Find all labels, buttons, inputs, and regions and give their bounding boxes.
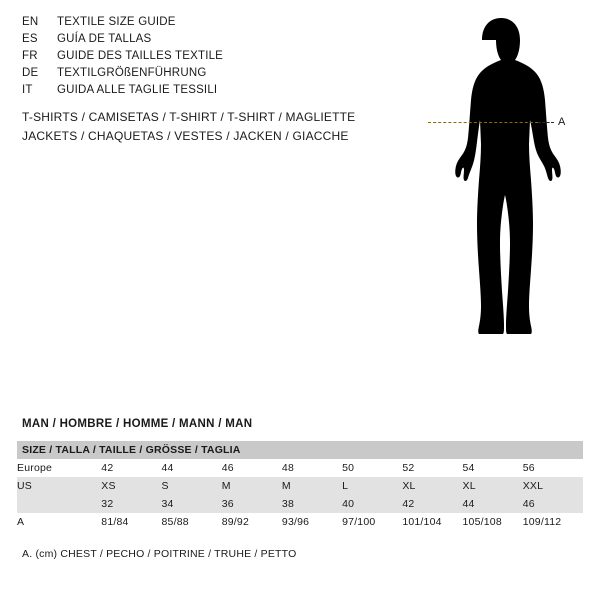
row-label: Europe (17, 459, 101, 477)
cell-value: 101/104 (402, 513, 462, 531)
cell-value: XXL (523, 477, 583, 495)
language-code: DE (22, 67, 39, 79)
measure-label-a: A (558, 116, 566, 128)
cell-value: XS (101, 477, 161, 495)
cell-value: 34 (162, 495, 222, 513)
language-list (22, 16, 362, 101)
cell-value: 36 (222, 495, 282, 513)
cell-value: S (162, 477, 222, 495)
cell-value: 42 (101, 459, 161, 477)
category-list (22, 110, 422, 148)
table-title: MAN / HOMBRE / HOMME / MANN / MAN (22, 418, 253, 430)
language-row (22, 16, 362, 33)
cell-value: XL (463, 477, 523, 495)
language-code: EN (22, 16, 39, 28)
table-row (17, 495, 583, 513)
table-row (17, 459, 583, 477)
table-header-label: SIZE / TALLA / TAILLE / GRÖSSE / TAGLIA (17, 441, 583, 459)
table-row (17, 513, 583, 531)
cell-value: 32 (101, 495, 161, 513)
language-text: GUIDA ALLE TAGLIE TESSILI (57, 84, 218, 96)
language-text: GUÍA DE TALLAS (57, 33, 152, 45)
table-row (17, 441, 583, 459)
language-text: TEXTILE SIZE GUIDE (57, 16, 176, 28)
row-label: A (17, 513, 101, 531)
cell-value: 109/112 (523, 513, 583, 531)
language-code: FR (22, 50, 38, 62)
language-code: IT (22, 84, 33, 96)
language-text: GUIDE DES TAILLES TEXTILE (57, 50, 224, 62)
cell-value: 38 (282, 495, 342, 513)
language-row (22, 50, 362, 67)
cell-value: 81/84 (101, 513, 161, 531)
cell-value: M (222, 477, 282, 495)
cell-value: 44 (162, 459, 222, 477)
size-table (17, 441, 583, 531)
cell-value: M (282, 477, 342, 495)
silhouette-icon (410, 10, 600, 410)
footnote: A. (cm) CHEST / PECHO / POITRINE / TRUHE / PETTO (22, 548, 297, 560)
cell-value: XL (402, 477, 462, 495)
category-jackets: JACKETS / CHAQUETAS / VESTES / JACKEN / GIACCHE (22, 129, 349, 143)
language-text: TEXTILGRÖßENFÜHRUNG (57, 67, 207, 79)
language-row (22, 84, 362, 101)
cell-value: 97/100 (342, 513, 402, 531)
cell-value: 50 (342, 459, 402, 477)
cell-value: L (342, 477, 402, 495)
cell-value: 46 (523, 495, 583, 513)
row-label: US (17, 477, 101, 495)
table-row (17, 477, 583, 495)
language-code: ES (22, 33, 38, 45)
cell-value: 40 (342, 495, 402, 513)
cell-value: 85/88 (162, 513, 222, 531)
language-row (22, 67, 362, 84)
cell-value: 44 (463, 495, 523, 513)
man-silhouette-figure (410, 10, 600, 410)
cell-value: 105/108 (463, 513, 523, 531)
cell-value: 52 (402, 459, 462, 477)
cell-value: 46 (222, 459, 282, 477)
language-row (22, 33, 362, 50)
cell-value: 93/96 (282, 513, 342, 531)
row-label (17, 495, 101, 513)
cell-value: 48 (282, 459, 342, 477)
measure-leader-line (538, 122, 554, 123)
cell-value: 89/92 (222, 513, 282, 531)
chest-measure-line (428, 122, 538, 123)
cell-value: 42 (402, 495, 462, 513)
cell-value: 54 (463, 459, 523, 477)
category-tshirts: T-SHIRTS / CAMISETAS / T-SHIRT / T-SHIRT / MAGLIETTE (22, 110, 356, 124)
cell-value: 56 (523, 459, 583, 477)
